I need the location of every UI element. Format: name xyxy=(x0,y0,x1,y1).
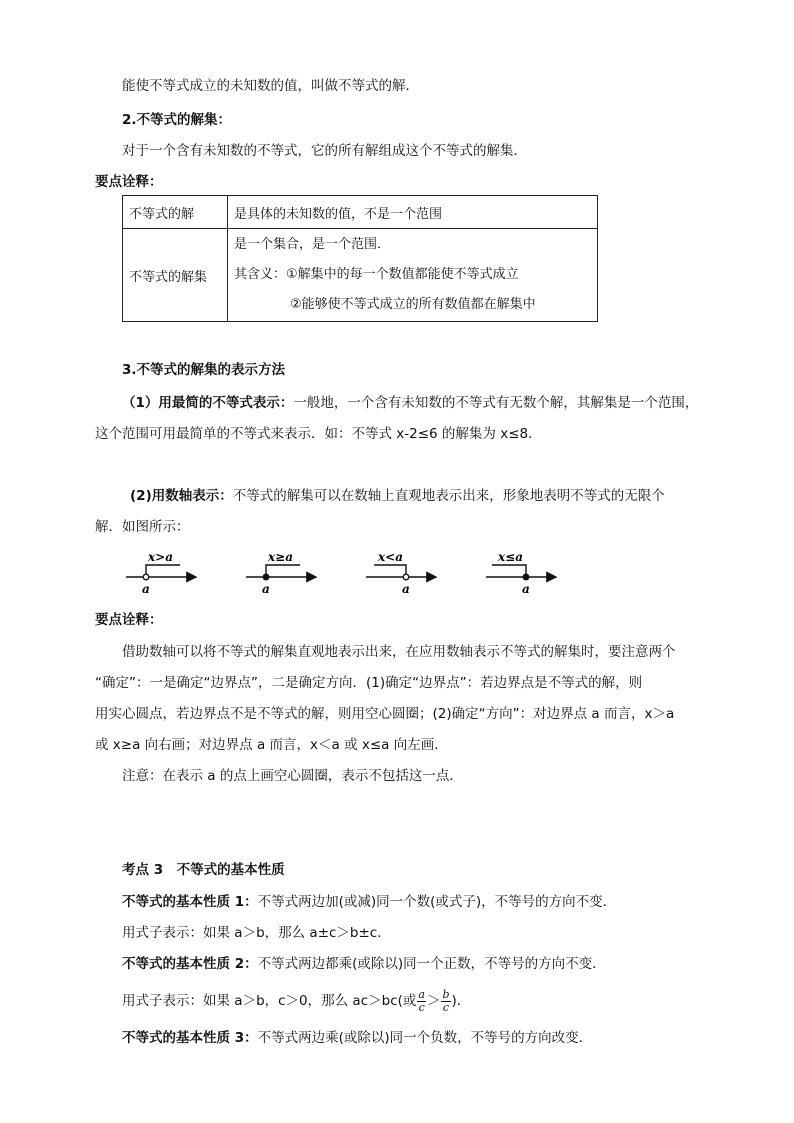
number-line-le xyxy=(480,548,564,596)
note2-line2: “确定”：一是确定“边界点”，二是确定方向．(1)确定“边界点”：若边界点是不等式的解，则 xyxy=(95,675,643,691)
fraction-denominator: c xyxy=(442,1000,450,1014)
range-label: x<a xyxy=(378,550,403,564)
method-2-label: (2)用数轴表示： xyxy=(130,488,233,504)
property-2-text: 不等式两边都乘(或除以)同一个正数，不等号的方向不变． xyxy=(257,956,606,972)
point-label: a xyxy=(522,582,530,596)
fraction-b-over-c xyxy=(441,989,450,1014)
property-2-formula-post: )． xyxy=(451,993,471,1009)
property-2-label: 不等式的基本性质 2： xyxy=(122,956,258,972)
method-2-text: 不等式的解集可以在数轴上直观地表示出来，形象地表明不等式的无限个 xyxy=(232,488,665,504)
row1-head: 不等式的解 xyxy=(123,196,228,229)
number-line-gt xyxy=(120,548,204,596)
number-line-ge xyxy=(240,548,324,596)
property-3-label: 不等式的基本性质 3： xyxy=(122,1030,258,1046)
fraction-a-over-c xyxy=(417,989,426,1014)
intro-text: 能使不等式成立的未知数的值，叫做不等式的解． xyxy=(122,78,419,94)
range-bracket xyxy=(266,565,300,574)
comparison-table xyxy=(122,195,598,322)
closed-point xyxy=(523,574,529,580)
kp3-heading: 考点 3 不等式的基本性质 xyxy=(122,862,285,878)
point-label: a xyxy=(142,582,150,596)
note-label-2: 要点诠释： xyxy=(95,612,163,628)
method-2-line2: 解．如图所示： xyxy=(95,519,190,535)
note2-line1: 借助数轴可以将不等式的解集直观地表示出来，在应用数轴表示不等式的解集时，要注意两个 xyxy=(122,644,676,660)
row2-line3: ②能够使不等式成立的所有数值都在解集中 xyxy=(290,297,536,312)
note2-attention: 注意：在表示 a 的点上画空心圆圈，表示不包括这一点． xyxy=(122,768,463,784)
fraction-denominator: c xyxy=(418,1000,425,1014)
table-row xyxy=(123,229,598,322)
property-1-text: 不等式两边加(或减)同一个数(或式子)，不等号的方向不变． xyxy=(257,894,617,910)
row2-head: 不等式的解集 xyxy=(123,229,228,322)
method-1-text: 一般地，一个含有未知数的不等式有无数个解，其解集是一个范围， xyxy=(293,395,699,411)
property-1-formula: 用式子表示：如果 a＞b，那么 a±c＞b±c． xyxy=(122,925,391,941)
note2-line4: 或 x≥a 向右画；对边界点 a 而言，x＜a 或 x≤a 向左画． xyxy=(95,737,448,753)
note2-line3: 用实心圆点，若边界点不是不等式的解，则用空心圆圈；(2)确定“方向”：对边界点 a 而言，x＞a xyxy=(95,706,675,722)
closed-point xyxy=(263,574,269,580)
open-point xyxy=(403,574,409,580)
range-label: x>a xyxy=(148,550,173,564)
point-label: a xyxy=(262,582,270,596)
range-label: x≥a xyxy=(268,550,293,564)
section-2-heading: 2.不等式的解集： xyxy=(122,112,232,128)
note-label-1: 要点诠释： xyxy=(95,174,163,190)
property-2 xyxy=(122,954,606,974)
fraction-numerator: b xyxy=(442,987,450,1001)
property-2-formula xyxy=(122,987,470,1015)
method-2-line1 xyxy=(130,486,665,506)
method-1-line2: 这个范围可用最简单的不等式来表示．如：不等式 x-2≤6 的解集为 x≤8． xyxy=(95,426,542,442)
method-1-label: （1）用最简的不等式表示： xyxy=(122,395,294,411)
row2-line2: 其含义：①解集中的每一个数值都能使不等式成立 xyxy=(234,267,519,282)
range-bracket xyxy=(374,565,406,574)
row2-line1: 是一个集合，是一个范围． xyxy=(234,237,391,252)
method-1-line1 xyxy=(122,393,698,413)
range-bracket xyxy=(146,565,180,574)
property-1-label: 不等式的基本性质 1： xyxy=(122,894,258,910)
open-point xyxy=(143,574,149,580)
row1-body: 是具体的未知数的值，不是一个范围 xyxy=(228,196,598,229)
fraction-operator: ＞ xyxy=(426,993,441,1009)
table-row xyxy=(123,196,598,229)
property-1 xyxy=(122,892,616,912)
fraction-numerator: a xyxy=(418,987,425,1001)
property-3 xyxy=(122,1028,592,1048)
range-label: x≤a xyxy=(498,550,523,564)
range-bracket xyxy=(492,565,526,574)
row2-body xyxy=(228,229,598,322)
point-label: a xyxy=(402,582,410,596)
number-line-lt xyxy=(360,548,444,596)
property-2-formula-pre: 用式子表示：如果 a＞b，c＞0，那么 ac＞bc(或 xyxy=(122,993,417,1009)
solution-set-definition: 对于一个含有未知数的不等式，它的所有解组成这个不等式的解集． xyxy=(122,143,527,159)
section-3-heading: 3.不等式的解集的表示方法 xyxy=(122,362,286,378)
property-3-text: 不等式两边乘(或除以)同一个负数，不等号的方向改变． xyxy=(257,1030,593,1046)
